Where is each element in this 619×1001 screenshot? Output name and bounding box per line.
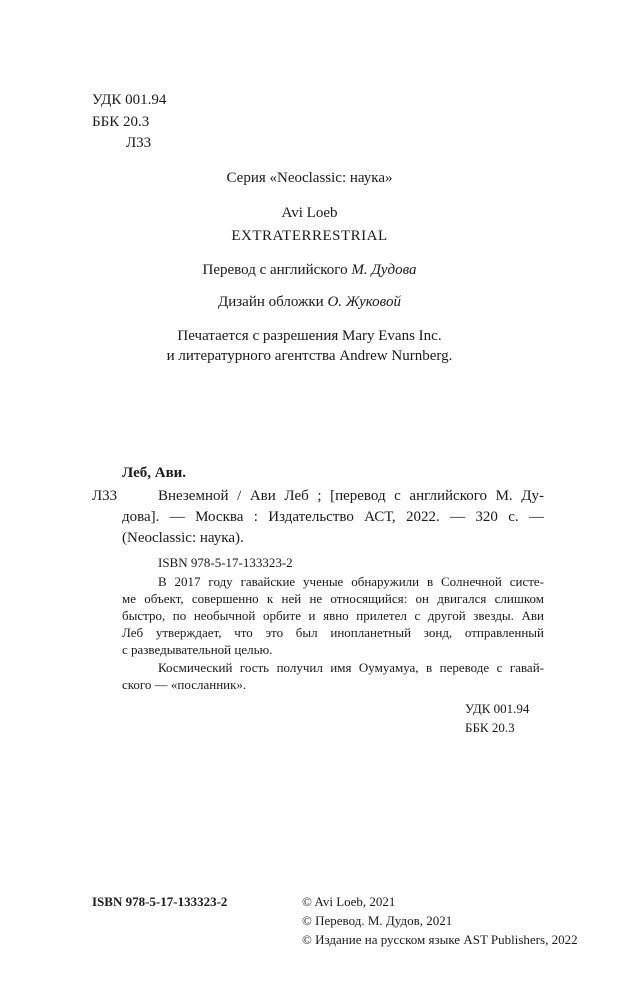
catalog-heading: Леб, Ави.	[122, 465, 187, 481]
translation-credit	[0, 260, 619, 280]
original-author: Avi Loeb	[281, 205, 338, 221]
catalog-author-mark: Л33	[92, 488, 118, 504]
translator-name: М. Дудова	[351, 262, 417, 278]
catalog-isbn: ISBN 978-5-17-133323-2	[158, 555, 293, 570]
copyright-translation: © Перевод. М. Дудов, 2021	[302, 913, 453, 928]
permission-line-2: и литературного агентства Andrew Nurnberg.	[166, 348, 453, 364]
abstract-1-line-2: ме объект, совершенно к ней не относящийся: он двигался слишком	[122, 591, 544, 606]
catalog-desc-line-2: дова]. — Москва : Издательство АСТ, 2022. — 320 с. —	[122, 509, 544, 525]
udk-code-top: УДК 001.94	[92, 92, 167, 108]
abstract-1-line-1: В 2017 году гавайские ученые обнаружили в Солнечной систе-	[158, 574, 544, 589]
permission-line-1: Печатается с разрешения Mary Evans Inc.	[177, 328, 442, 344]
original-title: EXTRATERRESTRIAL	[231, 228, 388, 244]
footer-isbn: ISBN 978-5-17-133323-2	[92, 894, 228, 909]
design-label: Дизайн обложки	[218, 294, 324, 310]
bbk-code-top: ББК 20.3	[92, 114, 150, 130]
catalog-udk: УДК 001.94	[465, 701, 530, 716]
abstract-2-line-1: Космический гость получил имя Оумуамуа, в переводе с гавай-	[158, 660, 544, 675]
copyright-edition: © Издание на русском языке AST Publishers, 2022	[302, 932, 578, 947]
designer-name: О. Жуковой	[327, 294, 401, 310]
series-line: Серия «Neoclassic: наука»	[226, 170, 393, 186]
abstract-1-line-4: Леб утверждает, что это был инопланетный зонд, отправленный	[122, 625, 544, 640]
translation-label: Перевод с английского	[202, 262, 348, 278]
design-credit	[0, 292, 619, 312]
abstract-1-line-3: быстро, по необычной орбите и явно прилетел с другой звезды. Ави	[122, 608, 544, 623]
catalog-desc-line-3: (Neoclassic: наука).	[122, 530, 244, 546]
catalog-bbk: ББК 20.3	[465, 720, 515, 735]
author-mark-top: Л33	[126, 135, 152, 151]
abstract-1-line-5: с разведывательной целью.	[122, 642, 273, 657]
catalog-desc-line-1: Внеземной / Ави Леб ; [перевод с английского М. Ду-	[158, 488, 544, 504]
abstract-2-line-2: ского — «посланник».	[122, 677, 247, 692]
copyright-author: © Avi Loeb, 2021	[302, 894, 396, 909]
